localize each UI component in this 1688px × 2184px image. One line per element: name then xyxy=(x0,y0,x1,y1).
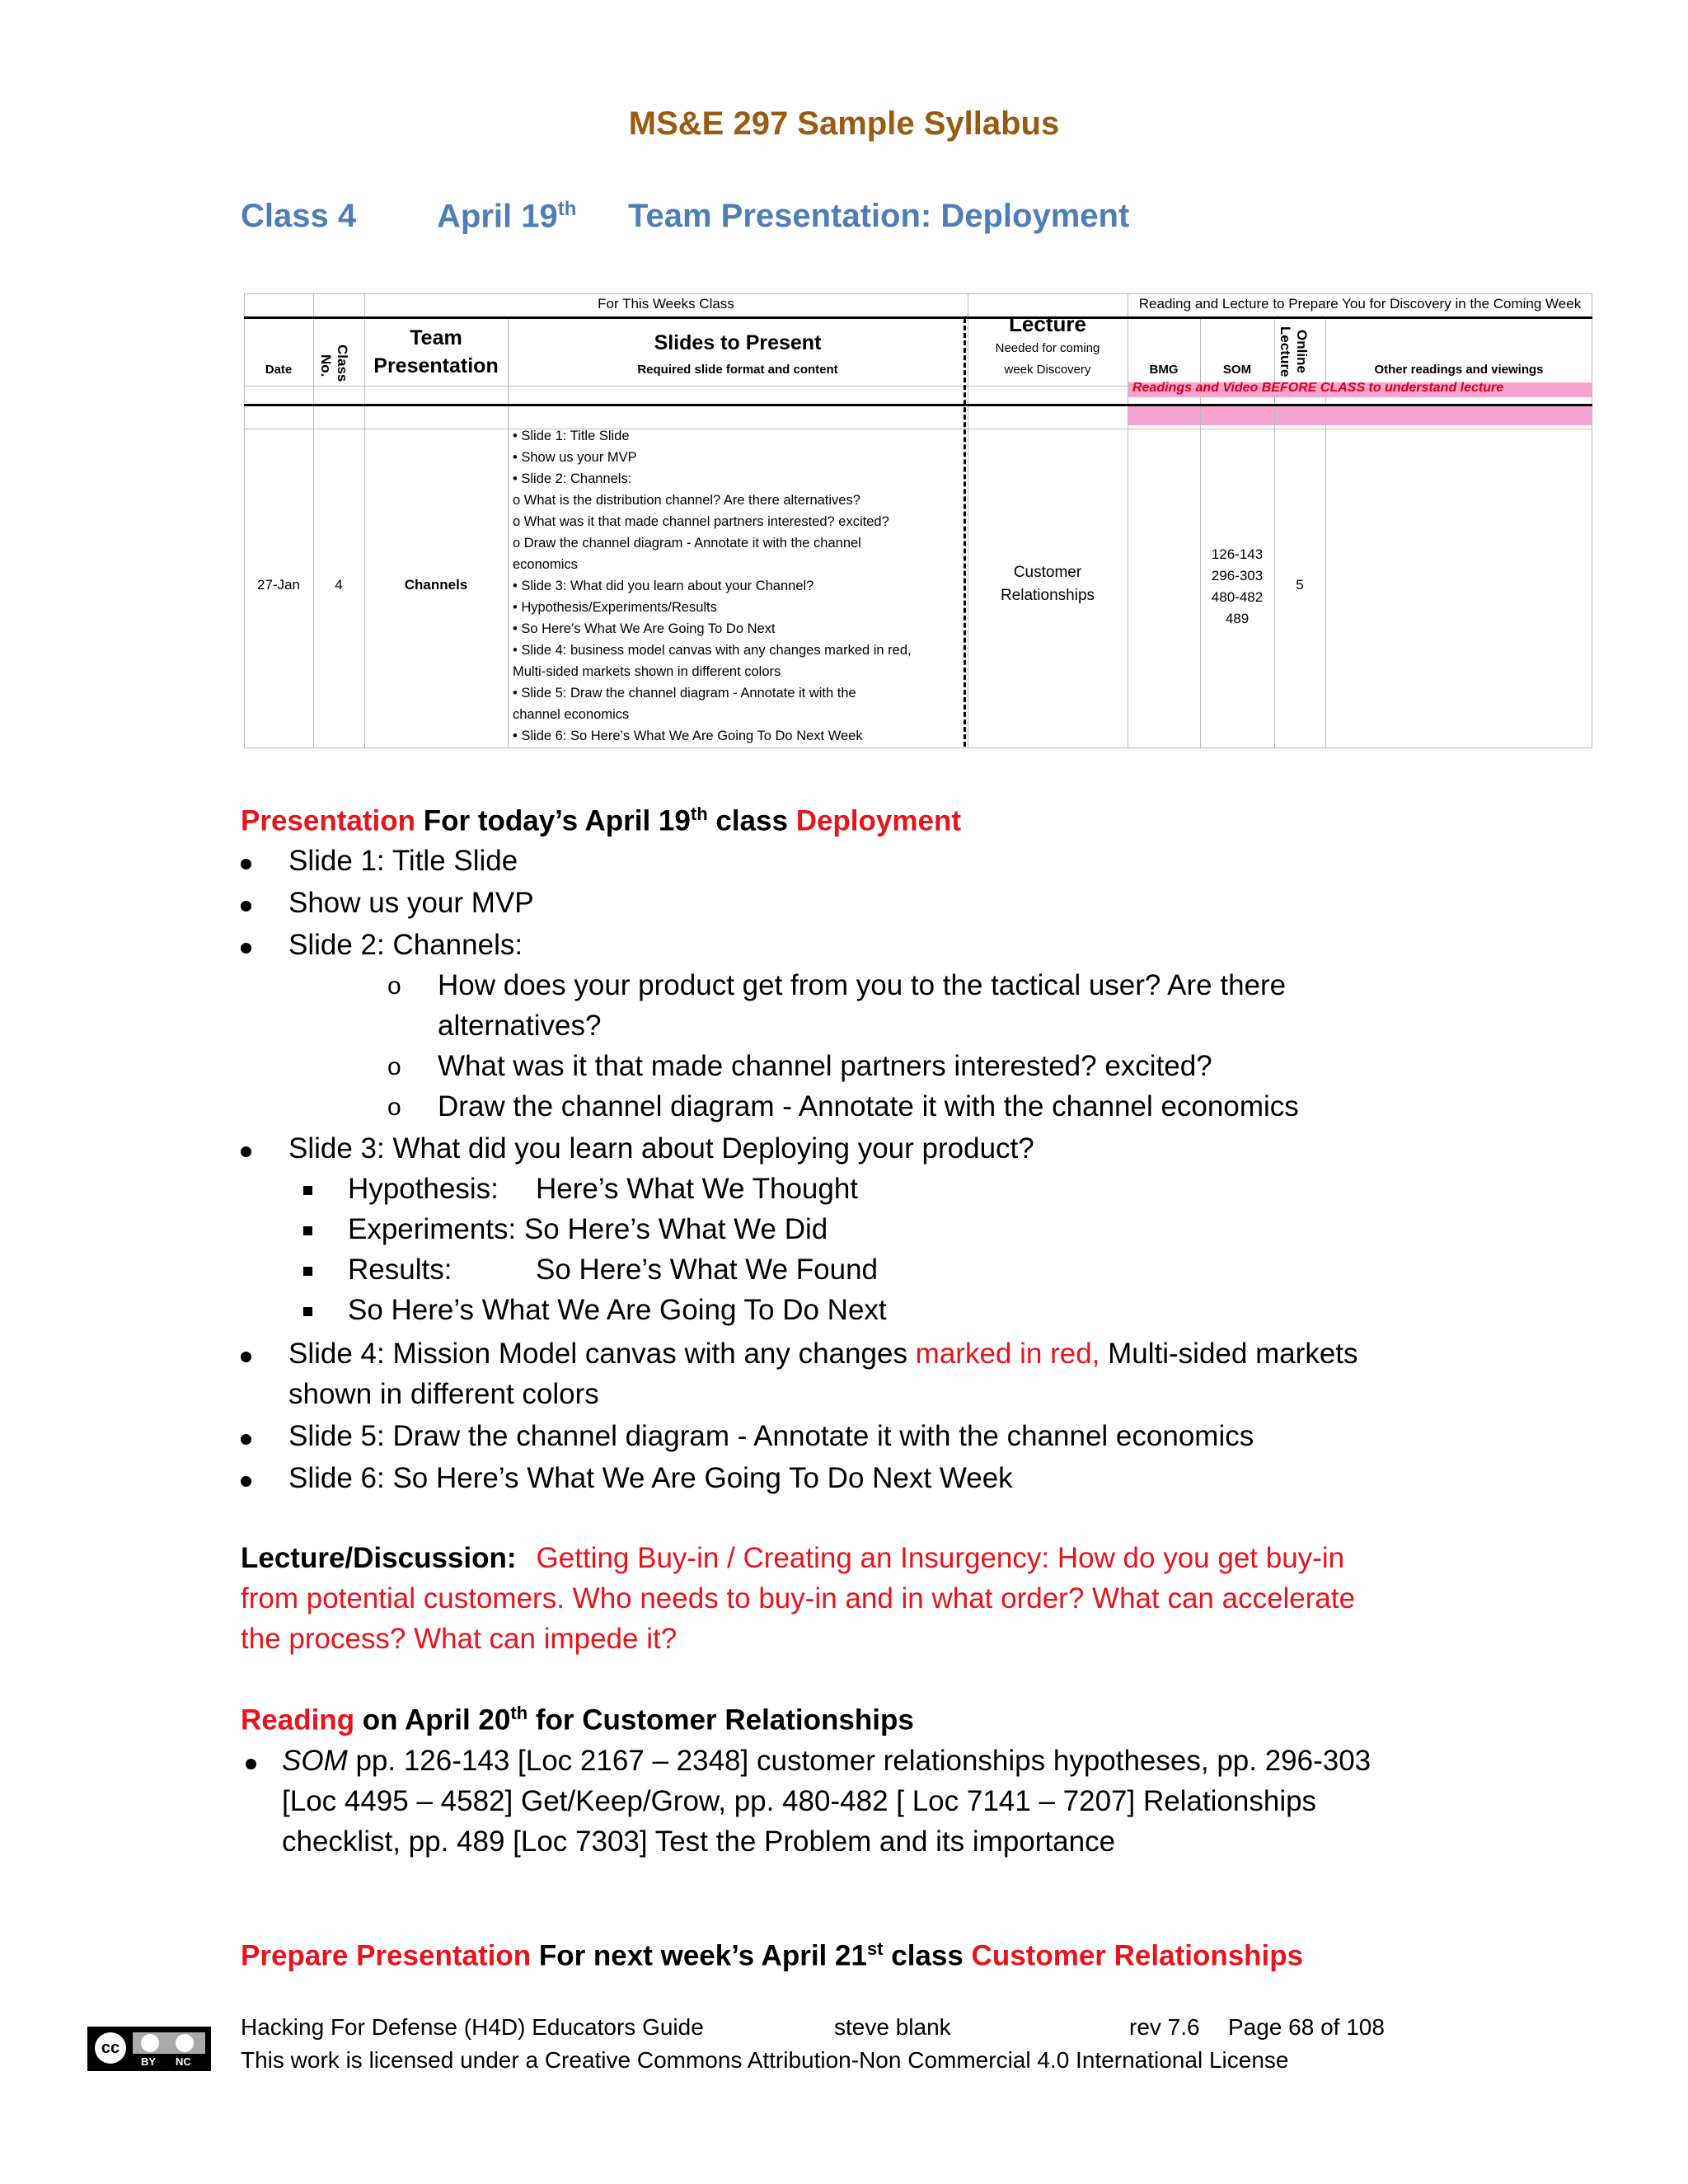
col-header-lecture-sub-a: Needed for coming xyxy=(995,341,1100,355)
square-bullet-text: So Here’s What We Are Going To Do Next xyxy=(348,1294,887,1326)
row-som xyxy=(1200,544,1274,630)
bullet-text: Slide 6: So Here’s What We Are Going To Do Next Week xyxy=(288,1462,1013,1494)
class-topic: Team Presentation: Deployment xyxy=(628,198,1130,234)
row-date: 27-Jan xyxy=(257,577,300,593)
slides-line: • Slide 3: What did you learn about your Channel? xyxy=(513,579,814,593)
bullet-dot xyxy=(241,859,251,869)
bullet-dot xyxy=(241,1476,251,1487)
document-title: MS&E 297 Sample Syllabus xyxy=(628,105,1060,142)
heading-sup: th xyxy=(690,804,708,824)
row-lecture-b: Relationships xyxy=(1000,587,1095,604)
square-bullet-text: Experiments: So Here’s What We Did xyxy=(348,1213,828,1245)
square-bullet xyxy=(303,1267,312,1276)
row-lecture-a: Customer xyxy=(1013,564,1082,581)
slides-line: • So Here’s What We Are Going To Do Next xyxy=(513,621,776,636)
reading-line-2: [Loc 4495 – 4582] Get/Keep/Grow, pp. 480-482 [ Loc 7141 – 7207] Relationships xyxy=(282,1785,1317,1817)
square-bullet-text: So Here’s What We Found xyxy=(536,1254,879,1286)
som-pages: 126-143 xyxy=(1211,546,1264,562)
sub-bullet-circle: o xyxy=(387,1053,401,1080)
banner-coming-week: Reading and Lecture to Prepare You for Discovery in the Coming Week xyxy=(1138,296,1582,312)
footer-rev: rev 7.6 xyxy=(1129,2014,1200,2040)
bullet-text-red: marked in red, xyxy=(915,1338,1100,1370)
square-bullet-text: Results: xyxy=(348,1254,452,1286)
heading-black-part: For next week’s April 21 xyxy=(531,1939,867,1972)
heading-red-part: Reading xyxy=(241,1704,355,1736)
bullet-dot xyxy=(241,1434,251,1445)
pink-note: Readings and Video BEFORE CLASS to understand lecture xyxy=(1132,381,1504,395)
footer-guide: Hacking For Defense (H4D) Educators Guide xyxy=(241,2014,704,2040)
reading-line-1 xyxy=(282,1745,1371,1778)
heading-black-part: class xyxy=(707,804,796,837)
footer-page: Page 68 of 108 xyxy=(1228,2014,1385,2040)
reading-italic: SOM xyxy=(282,1745,348,1777)
square-bullet xyxy=(303,1226,312,1235)
class-date-sup: th xyxy=(557,198,577,220)
slides-line: Multi-sided markets shown in different colors xyxy=(513,664,781,679)
slides-line: o Draw the channel diagram - Annotate it with the channel xyxy=(513,536,861,551)
slides-line: economics xyxy=(513,557,578,572)
heading-red-part: Deployment xyxy=(795,804,961,837)
nc-icon xyxy=(176,2034,194,2052)
by-label: BY xyxy=(141,2055,157,2068)
nc-label: NC xyxy=(176,2055,191,2068)
sub-bullet-circle: o xyxy=(387,972,401,1000)
class-date xyxy=(437,198,576,235)
bullet-dot xyxy=(241,1352,251,1362)
square-bullet xyxy=(303,1307,312,1316)
heading-red-part: Prepare Presentation xyxy=(241,1939,532,1972)
class-date-main: April 19 xyxy=(437,198,558,235)
heading-red-part: Customer Relationships xyxy=(971,1939,1304,1972)
reading-text: pp. 126-143 [Loc 2167 – 2348] customer relationships hypotheses, pp. 296-303 xyxy=(347,1745,1372,1777)
lecture-line-1 xyxy=(241,1542,1344,1575)
slides-line: • Slide 6: So Here’s What We Are Going To Do Next Week xyxy=(513,729,863,743)
som-pages: 480-482 xyxy=(1211,589,1264,605)
footer-author: steve blank xyxy=(834,2014,951,2040)
reading-line-3: checklist, pp. 489 [Loc 7303] Test the Problem and its importance xyxy=(282,1825,1116,1858)
bullet-text-part: Multi-sided markets xyxy=(1100,1338,1358,1370)
bullet-text: Slide 2: Channels: xyxy=(288,929,523,961)
heading-black-part: class xyxy=(883,1939,972,1972)
col-header-bmg: BMG xyxy=(1149,363,1179,377)
col-header-class: Class xyxy=(335,344,350,382)
sub-bullet-text: What was it that made channel partners interested? excited? xyxy=(438,1050,1212,1082)
sub-bullet-text: alternatives? xyxy=(438,1010,602,1042)
row-class-no: 4 xyxy=(335,577,343,593)
slides-line: • Slide 4: business model canvas with any changes marked in red, xyxy=(513,643,912,658)
reading-heading xyxy=(241,1703,914,1737)
col-header-date: Date xyxy=(265,363,293,377)
sub-bullet-text: How does your product get from you to the tactical user? Are there xyxy=(438,969,1287,1001)
heading-black-part: on April 20 xyxy=(354,1704,511,1736)
syllabus-table xyxy=(244,293,1592,748)
slides-line: • Hypothesis/Experiments/Results xyxy=(513,600,717,615)
slides-line: o What was it that made channel partners interested? excited? xyxy=(513,514,889,529)
bullet-dot xyxy=(241,943,251,954)
col-header-team: Team xyxy=(410,326,462,349)
col-header-som: SOM xyxy=(1222,363,1252,377)
square-bullet-text: Hypothesis: xyxy=(348,1173,499,1205)
square-bullet xyxy=(303,1186,312,1195)
bullet-text: Slide 3: What did you learn about Deploying your product? xyxy=(288,1132,1034,1165)
col-header-lecture-sub-b: week Discovery xyxy=(1004,363,1091,377)
presentation-heading xyxy=(241,804,961,838)
bullet-text: Show us your MVP xyxy=(288,887,534,919)
som-pages: 296-303 xyxy=(1211,568,1264,583)
class-label: Class 4 xyxy=(241,198,357,234)
lecture-label: Lecture/Discussion: xyxy=(241,1542,517,1574)
col-header-slides-sub: Required slide format and content xyxy=(637,363,838,377)
heading-black-part: For today’s April 19 xyxy=(415,804,691,837)
bullet-text: Slide 5: Draw the channel diagram - Annotate it with the channel economics xyxy=(288,1420,1254,1452)
cc-icon: cc xyxy=(95,2032,126,2064)
col-header-online-lecture: Lecture xyxy=(1278,326,1293,377)
heading-sup: st xyxy=(866,1938,884,1959)
som-pages: 489 xyxy=(1225,611,1250,626)
bullet-text: Slide 1: Title Slide xyxy=(288,845,518,877)
sub-bullet-circle: o xyxy=(387,1094,401,1121)
bullet-dot xyxy=(241,1146,251,1157)
by-icon xyxy=(141,2034,159,2052)
banner-this-week: For This Weeks Class xyxy=(598,296,734,312)
pink-band-bottom xyxy=(1128,405,1592,425)
sub-bullet-text: Draw the channel diagram - Annotate it with the channel economics xyxy=(438,1090,1299,1122)
col-header-slides: Slides to Present xyxy=(654,331,822,354)
prepare-heading xyxy=(241,1938,1303,1973)
slides-line: • Slide 2: Channels: xyxy=(513,471,632,486)
square-bullet-text: Here’s What We Thought xyxy=(536,1173,859,1205)
heading-sup: th xyxy=(510,1703,528,1723)
col-header-class-no: No. xyxy=(318,354,334,377)
lecture-line-3: the process? What can impede it? xyxy=(241,1623,678,1655)
slides-line: • Show us your MVP xyxy=(513,450,637,465)
col-header-lecture: Lecture xyxy=(1009,312,1086,336)
slides-line: • Slide 1: Title Slide xyxy=(513,429,630,443)
cc-license-badge xyxy=(87,2027,211,2071)
col-header-other: Other readings and viewings xyxy=(1374,363,1544,377)
slides-line: o What is the distribution channel? Are there alternatives? xyxy=(513,493,860,508)
col-header-online: Online xyxy=(1294,330,1310,373)
heading-red-part: Presentation xyxy=(241,804,415,837)
heading-black-part: for Customer Relationships xyxy=(528,1704,914,1736)
row-team: Channels xyxy=(404,577,468,593)
bullet-dot xyxy=(246,1759,256,1769)
bullet-text-part: Slide 4: Mission Model canvas with any changes xyxy=(288,1338,916,1370)
row-slides xyxy=(513,425,912,747)
bullet-dot xyxy=(241,901,251,912)
lecture-text: Getting Buy-in / Creating an Insurgency: How do you get buy-in xyxy=(536,1542,1345,1574)
slides-line: • Slide 5: Draw the channel diagram - Annotate it with the xyxy=(513,686,856,701)
col-header-presentation: Presentation xyxy=(373,354,499,377)
bullet-text-cont: shown in different colors xyxy=(288,1378,599,1410)
footer-license: This work is licensed under a Creative Commons Attribution-Non Commercial 4.0 International License xyxy=(241,2047,1289,2073)
slides-line: channel economics xyxy=(513,707,630,722)
lecture-line-2: from potential customers. Who needs to buy-in and in what order? What can accelerate xyxy=(241,1582,1356,1615)
row-online: 5 xyxy=(1296,577,1304,593)
bullet-text xyxy=(288,1338,1358,1371)
